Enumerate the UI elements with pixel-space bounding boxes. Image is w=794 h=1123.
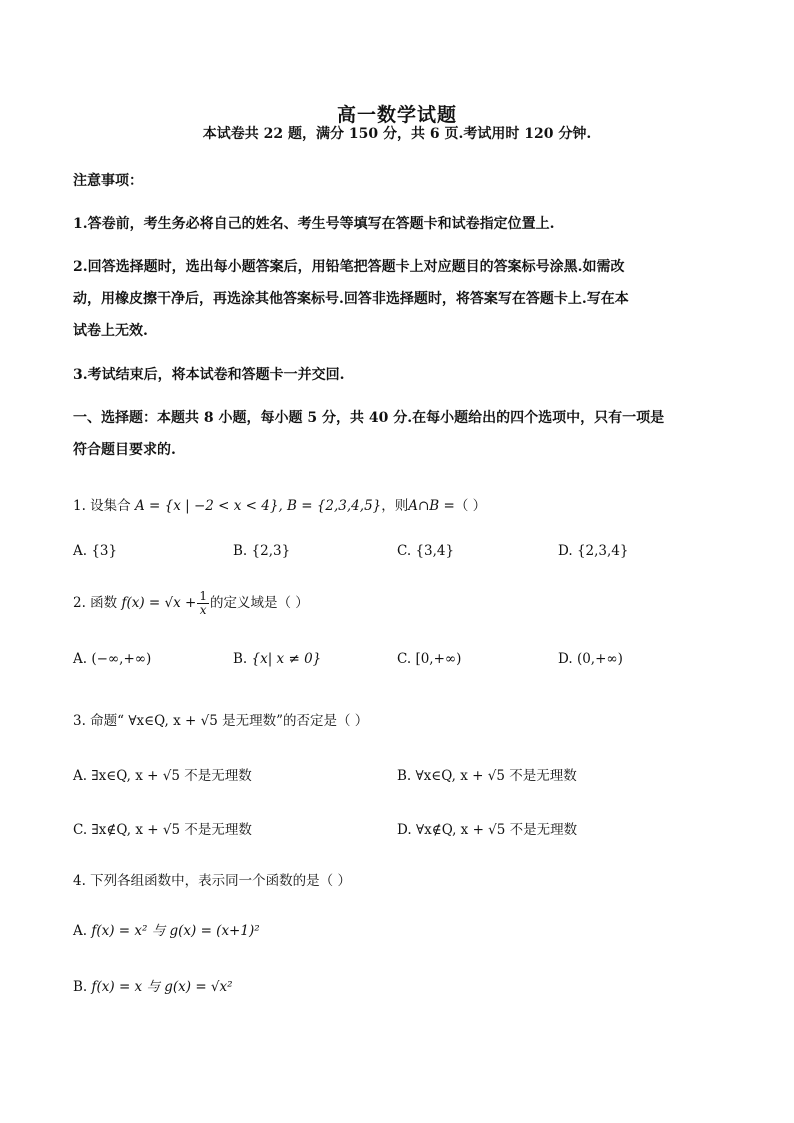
question-2-option-c[interactable] (397, 651, 461, 667)
option-value: ∀x∈Q, x + √5 不是无理数 (415, 768, 577, 784)
question-1 (73, 494, 486, 514)
option-value: [0,+∞) (415, 651, 462, 667)
question-3-option-a[interactable] (73, 764, 252, 784)
option-label: C. (73, 822, 88, 838)
option-value: (0,+∞) (576, 651, 623, 667)
option-value: {2,3} (251, 543, 291, 559)
option-label: C. (397, 651, 412, 667)
fraction-denominator: x (199, 603, 207, 617)
question-1-option-a[interactable] (73, 543, 117, 559)
question-4-option-a[interactable] (73, 919, 260, 939)
question-2-option-a[interactable] (73, 651, 151, 667)
question-1-option-b[interactable] (233, 543, 290, 559)
option-value: (−∞,+∞) (91, 651, 152, 667)
question-2-fraction (197, 590, 209, 617)
notice-item-3: 3.考试结束后，将本试卷和答题卡一并交回. (73, 367, 345, 383)
question-2-func: f(x) = √x + (121, 595, 197, 611)
question-2-stem-pre: 2. 函数 (73, 595, 118, 611)
option-value: f(x) = x² 与 g(x) = (x+1)² (91, 923, 260, 939)
option-value: ∃x∈Q, x + √5 不是无理数 (91, 768, 252, 784)
question-2-option-d[interactable] (558, 651, 623, 667)
question-1-set-a: A = {x | −2 < x < 4} (134, 498, 279, 514)
question-1-stem-pre: 1. 设集合 (73, 498, 131, 514)
question-1-stem-post: ，则 (381, 498, 409, 514)
question-4-option-b[interactable] (73, 975, 233, 995)
option-label: B. (73, 979, 88, 995)
option-label: D. (558, 543, 573, 559)
section-heading-line-2: 符合题目要求的. (73, 442, 176, 458)
question-3-option-c[interactable] (73, 818, 252, 838)
option-label: D. (397, 822, 412, 838)
question-1-paren: （ ） (454, 498, 487, 514)
notice-item-2-line-3: 试卷上无效. (73, 323, 148, 339)
option-value: {2,3,4} (576, 543, 629, 559)
option-label: A. (73, 651, 88, 667)
option-label: B. (233, 651, 248, 667)
option-label: A. (73, 768, 88, 784)
question-1-option-d[interactable] (558, 543, 628, 559)
option-value: ∀x∉Q, x + √5 不是无理数 (415, 822, 578, 838)
fraction-numerator: 1 (199, 589, 207, 603)
notice-item-2-line-1: 2.回答选择题时，选出每小题答案后，用铅笔把答题卡上对应题目的答案标号涂黑.如需改 (73, 259, 625, 275)
section-heading-line-1: 一、选择题：本题共 8 小题，每小题 5 分，共 40 分.在每小题给出的四个选项中，只有一项是 (73, 410, 665, 426)
page-title: 高一数学试题 (336, 104, 457, 126)
option-label: B. (233, 543, 248, 559)
question-4: 4. 下列各组函数中，表示同一个函数的是（ ） (73, 873, 351, 889)
question-1-option-c[interactable] (397, 543, 454, 559)
option-value: {3} (91, 543, 118, 559)
notice-item-2-line-2: 动，用橡皮擦干净后，再选涂其他答案标号.回答非选择题时，将答案写在答题卡上.写在本 (73, 291, 629, 307)
question-2-stem-post: 的定义域是（ ） (209, 595, 309, 611)
notice-heading: 注意事项： (73, 173, 143, 189)
option-value: ∃x∉Q, x + √5 不是无理数 (91, 822, 252, 838)
option-value: {3,4} (415, 543, 455, 559)
option-label: A. (73, 923, 88, 939)
option-label: A. (73, 543, 88, 559)
question-3-option-d[interactable] (397, 818, 577, 838)
question-2 (73, 590, 309, 617)
option-label: B. (397, 768, 412, 784)
question-3: 3. 命题“ ∀x∈Q, x + √5 是无理数”的否定是（ ） (73, 713, 369, 729)
option-label: C. (397, 543, 412, 559)
notice-item-1: 1.答卷前，考生务必将自己的姓名、考生号等填写在答题卡和试卷指定位置上. (73, 216, 555, 232)
option-value: {x| x ≠ 0} (251, 651, 322, 667)
option-label: D. (558, 651, 573, 667)
option-value: f(x) = x 与 g(x) = √x² (91, 979, 233, 995)
question-3-option-b[interactable] (397, 764, 577, 784)
question-1-expr: A∩B = (408, 498, 455, 514)
exam-info: 本试卷共 22 题，满分 150 分，共 6 页.考试用时 120 分钟. (202, 126, 592, 142)
question-2-option-b[interactable] (233, 651, 321, 667)
question-1-set-b: , B = {2,3,4,5} (278, 498, 382, 514)
